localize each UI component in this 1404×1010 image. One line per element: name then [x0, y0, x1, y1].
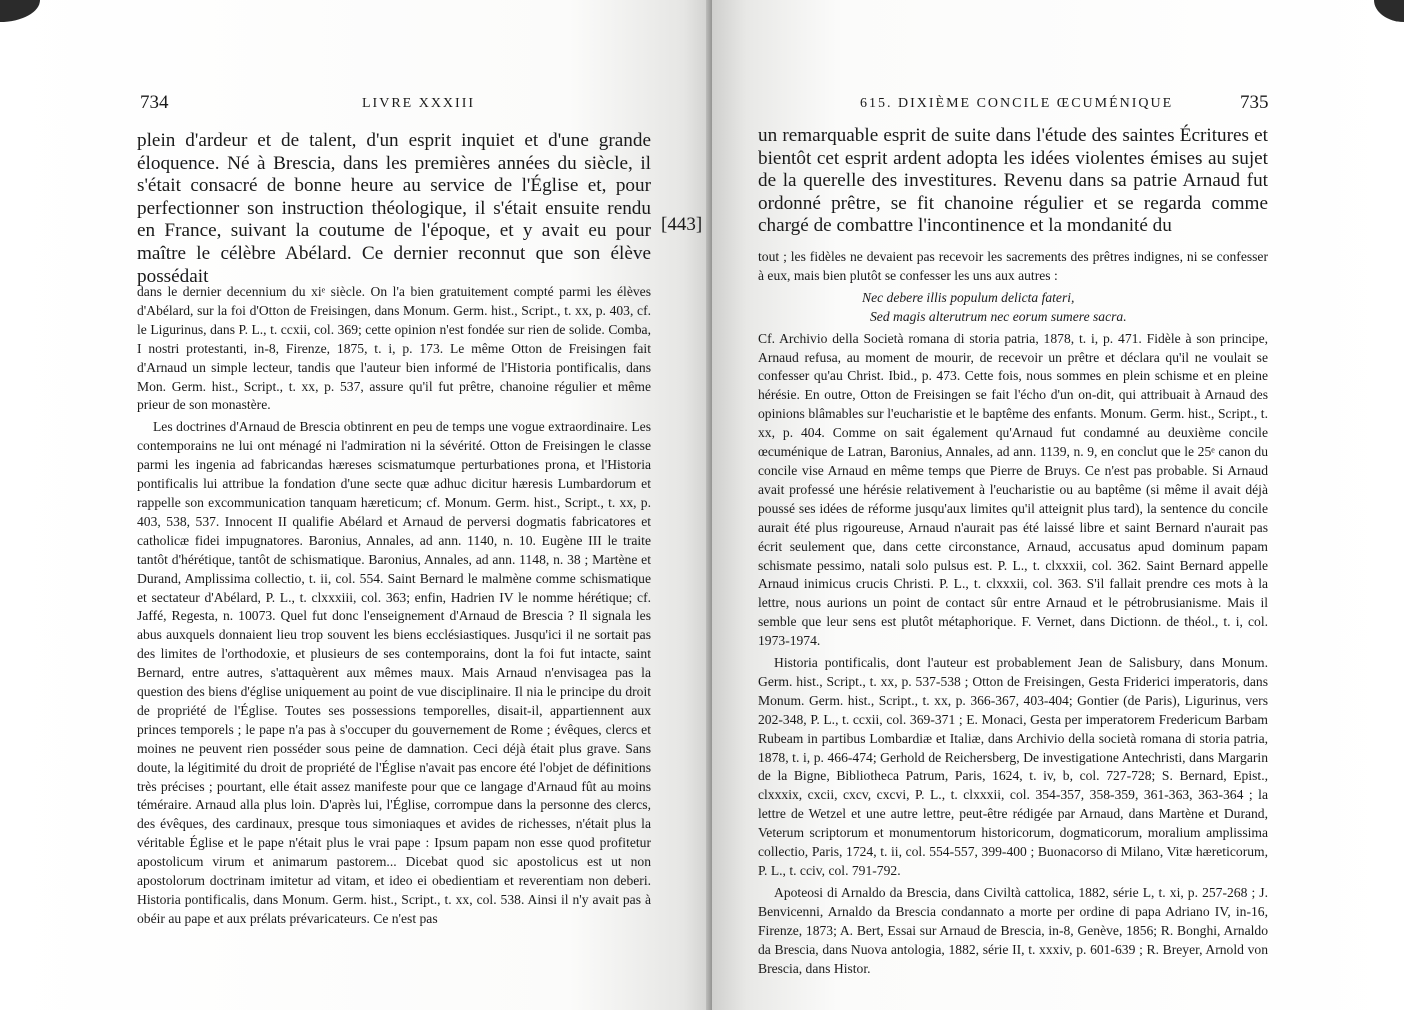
verse-line: Nec debere illis populum delicta fateri, — [862, 289, 1075, 305]
main-text-right: un remarquable esprit de suite dans l'étude des saintes Écritures et bientôt cet esprit ardent adopta les idées violentes émises au sujet de la querelle des investitures. Revenu dans sa patrie Arnaud fut ordonné prêtre, se fit chanoine régulier et se regarda comme chargé de combattre l'incontinence et la mondanité du — [758, 125, 1268, 237]
margin-page-marker: [443] — [661, 214, 703, 235]
footnote-paragraph: Les doctrines d'Arnaud de Brescia obtinrent en peu de temps une vogue extraordinaire. Les contemporains ne lui ont ménagé ni l'admiration ni la sévérité. Otton de Freisingen le classe parmi les ingenia ad fabricandas hæreses scismatumque perturbationes prona, et l'Historia pontificalis lui attribue la fondation d'une secte quæ adhuc dicitur hæresis Lumbardorum et rappelle son excommunication tanquam hæreticum; cf. Monum. Germ. hist., Script., t. xx, p. 403, 538, 537. Innocent II qualifie Abélard et Arnaud de perversi dogmatis fabricatores et catholicæ fidei impugnatores. Baronius, Annales, ad ann. 1140, n. 10. Eugène III le traite tantôt d'hérétique, tantôt de schismatique. Baronius, Annales, ad ann. 1148, n. 38 ; Martène et Durand, Amplissima collectio, t. ii, col. 554. Saint Bernard le malmène comme schismatique et sectateur d'Abélard, P. L., t. clxxxiii, col. 363; enfin, Hadrien IV le nomme hérétique; cf. Jaffé, Regesta, n. 10073. Quel fut donc l'enseignement d'Arnaud de Brescia ? Il signala les abus auxquels donnaient lieu trop souvent les biens ecclésiastiques. Jusqu'ici il ne sortait pas des limites de l'orthodoxie, et plusieurs de ses contemporains, dont la foi fut intacte, saint Bernard, entre autres, s'attaquèrent aux mêmes maux. Mais Arnaud n'envisagea pas la question des biens d'église uniquement au point de vue disciplinaire. Il nia le principe du droit de propriété de l'Église. Toutes ses possessions temporelles, disait-il, appartiennent aux princes temporels ; le pape n'a pas à s'occuper du gouvernement de Rome ; évêques, clercs et moines ne peuvent rien posséder sous peine de damnation. Ceci déjà était plus grave. Sans doute, la légitimité du droit de propriété de l'Église n'avait pas encore été l'objet de définitions très précises ; pourtant, elle était assez manifeste pour que ce langage d'Arnaud fût au moins téméraire. Arnaud alla plus loin. D'après lui, l'Église, corrompue dans la personne des clercs, des évêques, des cardinaux, presque tous simoniaques et avides de richesses, n'était plus la véritable Église et le pape n'était plus le vrai pape : Ipsum papam non esse quod profitetur apostolicum virum et animarum pastorem... Dicebat quod sic apostolicus est ut non apostolorum doctrinam imitetur ad vitam, et ideo ei obedientiam et reverentiam non deberi. Historia pontificalis, dans Monum. Germ. hist., Script., t. xx, col. 538. Ainsi il n'y avait pas à obéir au pape et aux prélats prévaricateurs. Ce n'est pas — [137, 419, 651, 926]
verse-line: Sed magis alterutrum nec eorum sumere sacra. — [870, 308, 1127, 324]
footnote-paragraph: Historia pontificalis, dont l'auteur est probablement Jean de Salisbury, dans Monum. Germ. hist., Script., t. xx, p. 537-538 ; Otton de Freisingen, Gesta Friderici imperatoris, dans Monum. Germ. hist., Script., t. xx, p. 366-367, 403-404; Gontier (de Paris), Ligurinus, vers 202-348, P. L., t. ccxii, col. 369-371 ; E. Monaci, Gesta per imperatorem Fredericum Barbam Rubeam in partibus Lombardiæ et Italiæ, dans Archivio della società romana di storia patria, 1878, t. i, p. 466-474; Gerhold de Reichersberg, De investigatione Antechristi, dans Margarin de la Bigne, Bibliotheca Patrum, Paris, 1624, t. iv, b, col. 727-728; S. Bernard, Epist., clxxxix, cxcii, cxcv, cxcvi, P. L., t. clxxxii, col. 354-357, 358-359, 361-363, 363-364 ; la lettre de Wetzel et une autre lettre, peut-être rédigée par Arnaud, dans Martène et Durand, Veterum scriptorum et monumentorum historicorum, dogmaticorum, moralium amplissima collectio, Paris, 1724, t. ii, col. 554-557, 399-400 ; Buonacorso di Milano, Vitæ hæreticorum, P. L., t. cciv, col. 791-792. — [758, 655, 1268, 878]
page-number-left: 734 — [140, 92, 169, 113]
footnotes-left — [137, 283, 651, 929]
footnotes-right — [758, 248, 1268, 978]
running-head-left: LIVRE XXXIII — [362, 96, 476, 111]
footnote-paragraph: tout ; les fidèles ne devaient pas recevoir les sacrements des prêtres indignes, ni se confesser à eux, mais bien plutôt se confesser les uns aux autres : — [758, 249, 1268, 283]
main-text-left: plein d'ardeur et de talent, d'un esprit inquiet et d'une grande éloquence. Né à Brescia, dans les premières années du siècle, il s'était consacré de bonne heure au service de l'Église et, pour perfectionner son instruction théologique, il s'était ensuite rendu en France, suivant la coutume de l'époque, et y avait eu pour maître le célèbre Abélard. Ce dernier reconnut que son élève possédait — [137, 130, 651, 287]
scan-corner-shadow — [1374, 0, 1404, 22]
scan-corner-shadow — [0, 0, 40, 22]
footnote-paragraph: Apoteosi di Arnaldo da Brescia, dans Civiltà cattolica, 1882, série L, t. xi, p. 257-268 ; J. Benvicenni, Arnaldo da Brescia condannato a morte per ordine di papa Adriano IV, in-16, Firenze, 1873; A. Bert, Essai sur Arnaud de Brescia, in-8, Genève, 1856; R. Bonghi, Arnaldo da Brescia, dans Nuova antologia, 1882, série II, t. xxxiv, p. 601-639 ; R. Breyer, Arnold von Brescia, dans Histor. — [758, 884, 1268, 976]
footnote-paragraph: dans le dernier decennium du xiᵉ siècle. On l'a bien gratuitement compté parmi les élèves d'Abélard, sur la foi d'Otton de Freisingen, dans Monum. Germ. hist., Script., t. xx, p. 403, cf. le Ligurinus, dans P. L., t. ccxii, col. 369; cette opinion n'est fondée sur rien de solide. Comba, I nostri protestanti, in-8, Firenze, 1875, t. i, p. 173. Le même Otton de Freisingen fait d'Arnaud un simple lecteur, tandis que l'auteur bien informé de l'Historia pontificalis, dans Mon. Germ. hist., Script., t. xx, p. 537, assure qu'il fut prêtre, chanoine régulier et même prieur de son monastère. — [137, 284, 651, 413]
running-head-right: 615. DIXIÈME CONCILE ŒCUMÉNIQUE — [860, 96, 1174, 111]
footnote-paragraph: Cf. Archivio della Società romana di storia patria, 1878, t. i, p. 471. Fidèle à son principe, Arnaud refusa, au moment de mourir, de recevoir un prêtre et déclara qu'il ne voulait se confesser qu'au Christ. Ibid., p. 473. Cette fois, nous sommes en plein schisme et en pleine hérésie. En outre, Otton de Freisingen se fait l'écho d'un on-dit, qui attribuait à Arnaud des opinions blâmables sur l'eucharistie et le baptême des enfants. Monum. Germ. hist., Script., t. xx, p. 404. Comme on sait également qu'Arnaud fut condamné au deuxième concile œcuménique de Latran, Baronius, Annales, ad ann. 1139, n. 9, en conclut que le 25ᵉ canon du concile vise Arnaud en même temps que Pierre de Bruys. Ce n'est pas probable. Si Arnaud avait professé une hérésie relativement à l'eucharistie ou au baptême (si même il avait déjà poussé ses idées de réforme jusqu'aux limites qu'il atteignit plus tard), la sentence du concile aurait été plus rigoureuse, Arnaud n'aurait pas été laissé libre et saint Bernard n'aurait pas écrit seulement que, dans cette circonstance, Arnaud, accusatus apud dominum papam schismate pessimo, natali solo pulsus est. P. L., t. clxxxii, col. 362. Saint Bernard appelle Arnaud inimicus crucis Christi. P. L., t. clxxxii, col. 363. S'il fallait prendre ces mots à la lettre, nous aurions un point de contact sûr entre Arnaud et le pétrobrusianisme. Mais il semble que leur sens est plutôt métaphorique. F. Vernet, dans Dictionn. de théol., t. i, col. 1973-1974. — [758, 330, 1268, 649]
page-number-right: 735 — [1240, 92, 1269, 113]
